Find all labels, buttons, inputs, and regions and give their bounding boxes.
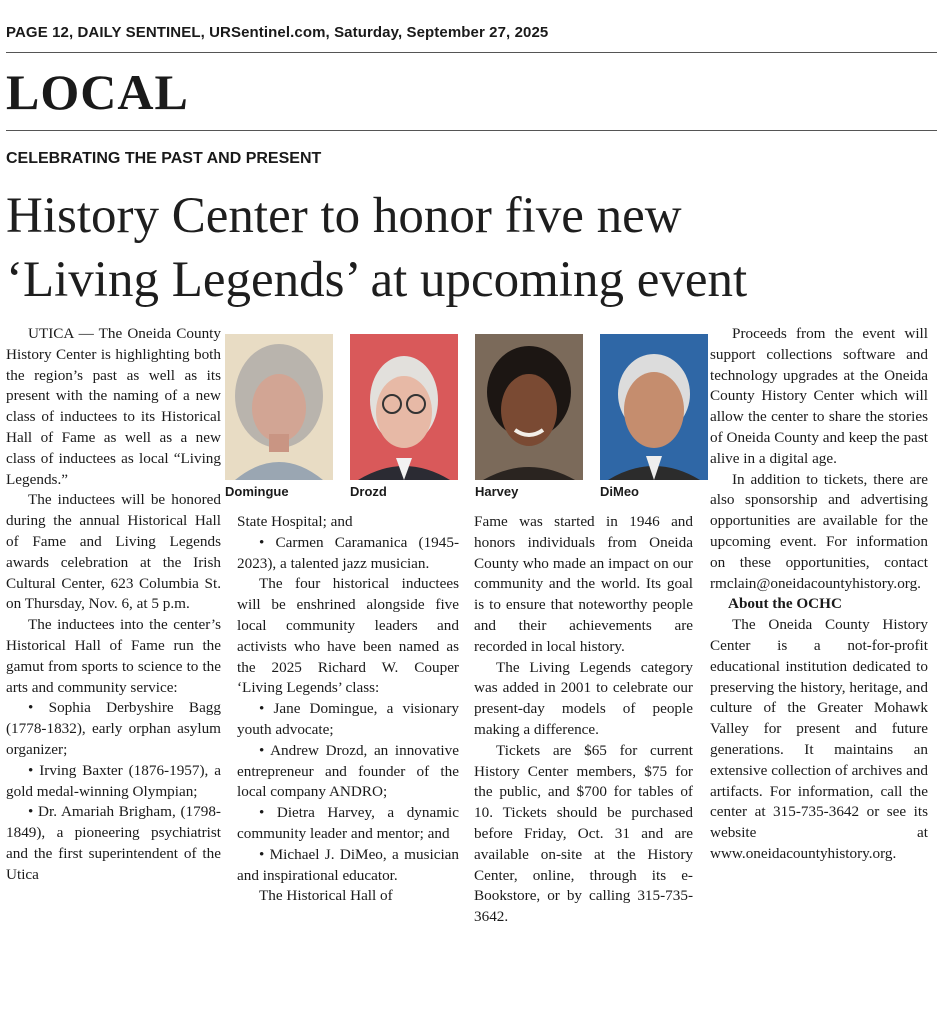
photo-caption: Harvey (475, 484, 519, 499)
subheading: About the OCHC (728, 595, 842, 613)
list-item: • Dr. Amariah Brigham, (1798-1849), a pioneering psychiatrist and the first superintendent of the Utica (6, 803, 221, 883)
photo-domingue (225, 334, 333, 480)
photo-harvey (475, 334, 583, 480)
paragraph: The Living Legends category was added in 2001 to celebrate our present-day models of people making a difference. (474, 658, 693, 738)
paragraph: The inductees will be honored during the annual Historical Hall of Fame and Living Legends awards celebration at the Irish Cultural Center, 623 Columbia St. on Thursday, Nov. 6, at 5 p.m. (6, 491, 221, 613)
kicker: CELEBRATING THE PAST AND PRESENT (6, 150, 322, 167)
paragraph: In addition to tickets, there are also sponsorship and advertising opportunities are available for the upcoming event. For information on these opportunities, contact rmclain@oneidacountyhistory.org. (710, 470, 928, 592)
list-item: • Dietra Harvey, a dynamic community leader and mentor; and (237, 804, 459, 842)
photo-caption: Domingue (225, 484, 289, 499)
paragraph: Fame was started in 1946 and honors individuals from Oneida County who made an impact on our community and the world. Its goal is to ensure that noteworthy people and their achievements are recorded in local history. (474, 513, 693, 655)
list-item: • Michael J. DiMeo, a musician and inspirational educator. (237, 845, 459, 884)
paragraph: Tickets are $65 for current History Center members, $75 for the public, and $700 for tables of 10. Tickets should be purchased before Friday, Oct. 31 and are available on-site at the History Center, online, through its e-Bookstore, or by calling 315-735-3642. (474, 741, 693, 926)
list-item: • Jane Domingue, a visionary youth advocate; (237, 700, 459, 738)
paragraph: The four historical inductees will be enshrined alongside five local community leaders and activists who have been named as the 2025 Richard W. Couper ‘Living Legends’ class: (237, 575, 459, 697)
paragraph: The Oneida County History Center is a not-for-profit educational institution dedicated to preserving the history, heritage, and culture of the Greater Mohawk Valley for present and future generations. It maintains an extensive collection of archives and artifacts. For information, call the center at 315-735-3642 or see its website at www.oneidacountyhistory.org. (710, 616, 928, 862)
list-item: • Irving Baxter (1876-1957), a gold medal-winning Olympian; (6, 761, 221, 800)
paragraph: The inductees into the center’s Historical Hall of Fame run the gamut from sports to science to the arts and community service: (6, 616, 221, 696)
top-rule (6, 52, 937, 53)
photo-drozd (350, 334, 458, 480)
list-item: • Sophia Derbyshire Bagg (1778-1832), early orphan asylum organizer; (6, 699, 221, 758)
page-folio: PAGE 12, DAILY SENTINEL, URSentinel.com, Saturday, September 27, 2025 (6, 24, 549, 41)
paragraph: UTICA — The Oneida County History Center is highlighting both the region’s past as well as its present with the naming of a new class of inductees to its Historical Hall of Fame as well as a new class of inductees as local “Living Legends.” (6, 325, 221, 488)
article-column-3 (474, 512, 693, 928)
section-rule (6, 130, 937, 131)
paragraph: The Historical Hall of (259, 887, 393, 905)
headline-line-2: ‘Living Legends’ at upcoming event (6, 252, 748, 308)
photo-caption: DiMeo (600, 484, 639, 499)
photo-dimeo (600, 334, 708, 480)
photo-caption: Drozd (350, 484, 387, 499)
list-item: • Andrew Drozd, an innovative entrepreneur and founder of the local company ANDRO; (237, 741, 459, 801)
article-column-4 (710, 324, 928, 865)
paragraph: Proceeds from the event will support collections software and technology upgrades at the Oneida County History Center which will allow the center to share the stories of Oneida County and keep the past alive in a digital age. (710, 325, 928, 467)
article-column-2 (237, 512, 459, 907)
list-item: • Carmen Caramanica (1945-2023), a talented jazz musician. (237, 533, 459, 572)
section-title: LOCAL (6, 64, 189, 120)
headline-line-1: History Center to honor five new (6, 188, 682, 244)
headline (6, 184, 936, 312)
article-column-1 (6, 324, 221, 886)
paragraph: State Hospital; and (237, 513, 353, 530)
